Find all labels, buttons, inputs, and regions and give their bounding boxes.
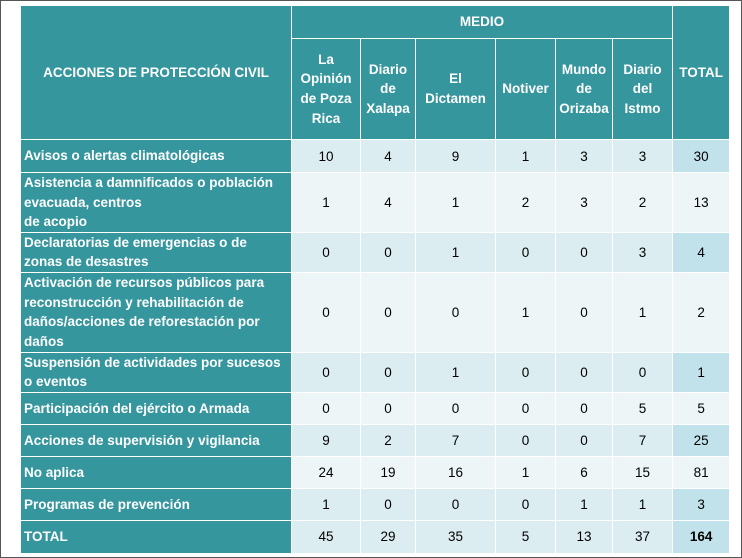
row-total-cell: 3 [673, 488, 730, 520]
value-cell: 9 [292, 424, 361, 456]
value-cell: 3 [556, 140, 613, 173]
table-row [21, 456, 730, 488]
row-label [21, 232, 292, 272]
value-cell: 0 [361, 488, 416, 520]
value-cell: 0 [556, 272, 613, 352]
column-header-line: El [449, 71, 462, 87]
row-label [21, 272, 292, 352]
row-label-line: Avisos o alertas climatológicas [24, 148, 225, 164]
value-cell: 0 [496, 232, 556, 272]
row-label-line: o eventos [24, 374, 88, 390]
row-label-line: Participación del ejército o Armada [24, 400, 250, 416]
value-cell: 35 [416, 520, 496, 553]
value-cell: 0 [292, 232, 361, 272]
corner-header: ACCIONES DE PROTECCIÓN CIVIL [21, 6, 292, 140]
table-row [21, 272, 730, 352]
row-label-line: Suspensión de actividades por sucesos [24, 354, 281, 370]
row-total-cell: 13 [673, 173, 730, 233]
row-label [21, 456, 292, 488]
column-header-line: Orizaba [559, 100, 609, 116]
value-cell: 1 [496, 456, 556, 488]
value-cell: 5 [496, 520, 556, 553]
value-cell: 1 [416, 232, 496, 272]
value-cell: 1 [416, 352, 496, 392]
row-label-line: Asistencia a damnificados o población [24, 175, 274, 190]
value-cell: 0 [416, 488, 496, 520]
value-cell: 1 [292, 173, 361, 233]
column-header-line: Diario [623, 61, 662, 77]
row-label [21, 140, 292, 173]
value-cell: 0 [496, 488, 556, 520]
value-cell: 6 [556, 456, 613, 488]
row-label-line: No aplica [24, 464, 85, 480]
table-row [21, 352, 730, 392]
table-row [21, 424, 730, 456]
value-cell: 3 [613, 232, 673, 272]
value-cell: 2 [496, 173, 556, 233]
row-label [21, 173, 292, 233]
column-header-line: Rica [311, 110, 341, 126]
row-total-cell: 1 [673, 352, 730, 392]
table-row [21, 173, 730, 233]
value-cell: 0 [613, 352, 673, 392]
table-row [21, 392, 730, 424]
row-total-cell: 164 [673, 520, 730, 553]
value-cell: 0 [496, 392, 556, 424]
row-label-line: TOTAL [24, 529, 68, 545]
value-cell: 2 [361, 424, 416, 456]
value-cell: 0 [496, 352, 556, 392]
row-label-line: reconstrucción y rehabilitación de [24, 294, 244, 310]
value-cell: 0 [416, 272, 496, 352]
column-header-line: de [576, 81, 592, 97]
column-header-la-opinion [292, 39, 361, 140]
table-row [21, 232, 730, 272]
value-cell: 29 [361, 520, 416, 553]
row-label-line: Activación de recursos públicos para [24, 275, 265, 291]
column-header-line: Dictamen [425, 91, 486, 106]
column-header-line: Diario [368, 61, 408, 77]
value-cell: 0 [416, 392, 496, 424]
value-cell: 7 [613, 424, 673, 456]
value-cell: 45 [292, 520, 361, 553]
row-label-line: zonas de desastres [24, 254, 149, 270]
row-total-cell: 2 [673, 272, 730, 352]
value-cell: 0 [361, 272, 416, 352]
value-cell: 1 [613, 488, 673, 520]
column-header-line: Opinión [300, 71, 352, 87]
value-cell: 13 [556, 520, 613, 553]
value-cell: 0 [292, 352, 361, 392]
protection-actions-table [20, 5, 730, 554]
column-header-el-dictamen [416, 39, 496, 140]
value-cell: 1 [416, 173, 496, 233]
row-total-cell: 81 [673, 456, 730, 488]
row-label-line: Programas de prevención [24, 496, 190, 512]
row-total-cell: 25 [673, 424, 730, 456]
value-cell: 4 [361, 173, 416, 233]
row-label [21, 520, 292, 553]
column-header-line: Istmo [624, 100, 661, 116]
value-cell: 0 [496, 424, 556, 456]
table-row [21, 140, 730, 173]
row-label-line: Acciones de supervisión y vigilancia [24, 432, 260, 448]
row-label-line: de acopio [24, 214, 88, 230]
group-header-medio: MEDIO [292, 6, 673, 39]
value-cell: 5 [613, 392, 673, 424]
value-cell: 0 [361, 232, 416, 272]
value-cell: 0 [556, 392, 613, 424]
value-cell: 1 [556, 488, 613, 520]
column-header-line: Notiver [502, 81, 549, 97]
row-total-cell: 30 [673, 140, 730, 173]
value-cell: 0 [361, 392, 416, 424]
column-header-line: del [632, 81, 653, 97]
value-cell: 2 [613, 173, 673, 233]
value-cell: 7 [416, 424, 496, 456]
row-label-line: daños/acciones de reforestación por [24, 314, 260, 330]
column-header-diario-de-xalapa [361, 39, 416, 140]
row-label [21, 424, 292, 456]
value-cell: 24 [292, 456, 361, 488]
value-cell: 15 [613, 456, 673, 488]
value-cell: 1 [496, 272, 556, 352]
value-cell: 16 [416, 456, 496, 488]
value-cell: 9 [416, 140, 496, 173]
value-cell: 3 [556, 173, 613, 233]
total-header: TOTAL [673, 6, 730, 140]
value-cell: 0 [292, 272, 361, 352]
value-cell: 0 [292, 392, 361, 424]
value-cell: 37 [613, 520, 673, 553]
table-row [21, 488, 730, 520]
column-header-line: Mundo [561, 61, 607, 77]
value-cell: 19 [361, 456, 416, 488]
value-cell: 0 [556, 424, 613, 456]
value-cell: 3 [613, 140, 673, 173]
column-header-diario-del-istmo [613, 39, 673, 140]
column-header-notiver [496, 39, 556, 140]
row-label-line: Declaratorias de emergencias o de [24, 234, 247, 250]
row-total-cell: 5 [673, 392, 730, 424]
row-label-line: evacuada, centros [24, 194, 142, 210]
value-cell: 1 [292, 488, 361, 520]
column-header-line: La [318, 51, 334, 67]
value-cell: 1 [613, 272, 673, 352]
row-total-cell: 4 [673, 232, 730, 272]
value-cell: 10 [292, 140, 361, 173]
column-header-line: de [380, 81, 396, 97]
row-label [21, 352, 292, 392]
table-row [21, 520, 730, 553]
value-cell: 0 [556, 232, 613, 272]
column-header-line: de Poza [300, 91, 352, 106]
column-header-mundo-de-orizaba [556, 39, 613, 140]
value-cell: 0 [361, 352, 416, 392]
column-header-line: Xalapa [366, 100, 410, 116]
row-label [21, 392, 292, 424]
row-label-line: daños [24, 333, 64, 349]
value-cell: 1 [496, 140, 556, 173]
row-label [21, 488, 292, 520]
value-cell: 4 [361, 140, 416, 173]
value-cell: 0 [556, 352, 613, 392]
